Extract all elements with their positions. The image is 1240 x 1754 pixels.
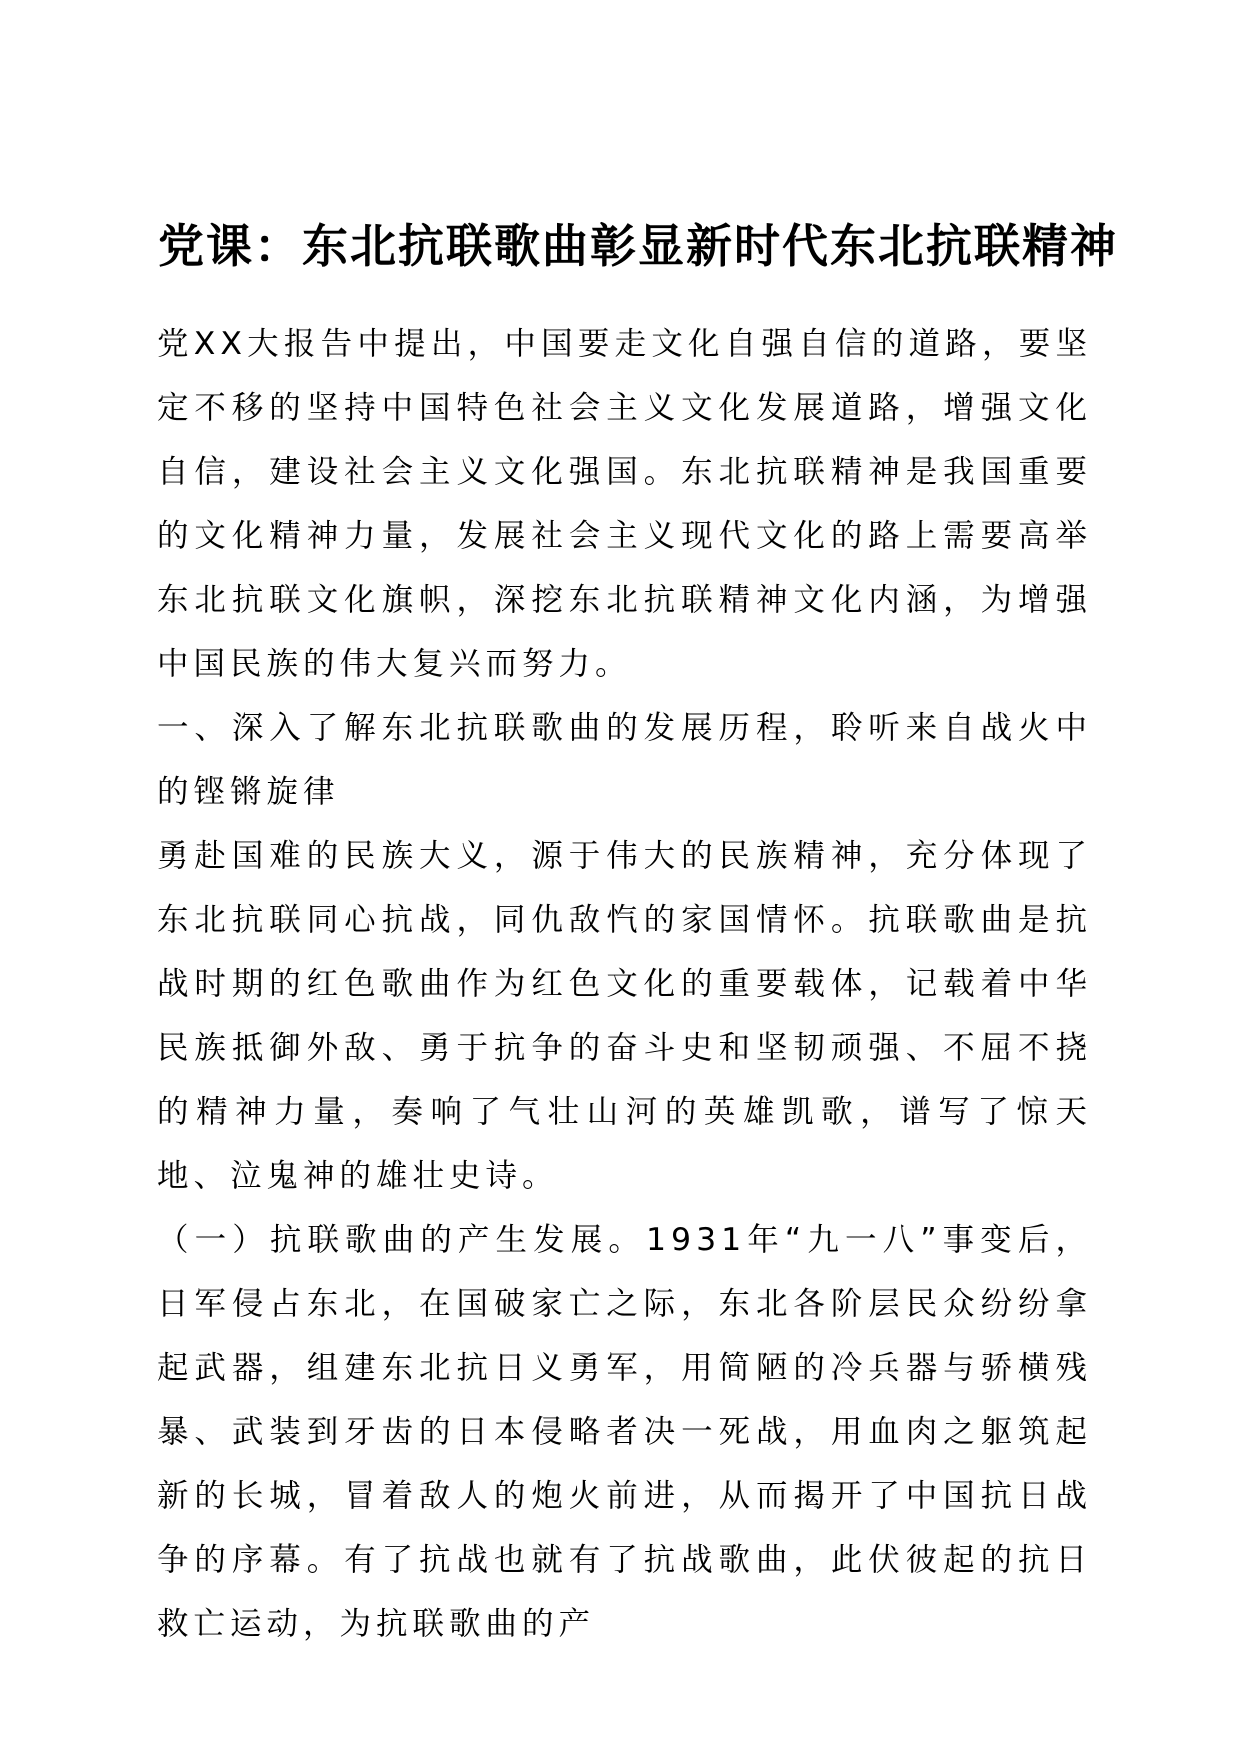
intro-paragraph: 党XX大报告中提出，中国要走文化自强自信的道路，要坚定不移的坚持中国特色社会主义文化发展道路，增强文化自信，建设社会主义文化强国。东北抗联精神是我国重要的文化精神力量，发展社会主义现代文化的路上需要高举东北抗联文化旗帜，深挖东北抗联精神文化内涵，为增强中国民族的伟大复兴而努力。 — [157, 326, 1092, 682]
page-title: 党课：东北抗联歌曲彰显新时代东北抗联精神 — [158, 219, 1118, 273]
section-heading: 一、深入了解东北抗联歌曲的发展历程，聆听来自战火中的铿锵旋律 — [157, 710, 1092, 810]
body-paragraph: 勇赴国难的民族大义，源于伟大的民族精神，充分体现了东北抗联同心抗战，同仇敌忾的家国情怀。抗联歌曲是抗战时期的红色歌曲作为红色文化的重要载体，记载着中华民族抵御外敌、勇于抗争的奋斗史和坚韧顽强、不屈不挠的精神力量，奏响了气壮山河的英雄凯歌，谱写了惊天地、泣鬼神的雄壮史诗。 — [157, 838, 1092, 1194]
subsection-paragraph: （一）抗联歌曲的产生发展。1931年“九一八”事变后，日军侵占东北，在国破家亡之际，东北各阶层民众纷纷拿起武器，组建东北抗日义勇军，用简陋的冷兵器与骄横残暴、武装到牙齿的日本侵略者决一死战，用血肉之躯筑起新的长城，冒着敌人的炮火前进，从而揭开了中国抗日战争的序幕。有了抗战也就有了抗战歌曲，此伏彼起的抗日救亡运动，为抗联歌曲的产 — [157, 1222, 1092, 1642]
document-body — [157, 312, 1092, 1656]
